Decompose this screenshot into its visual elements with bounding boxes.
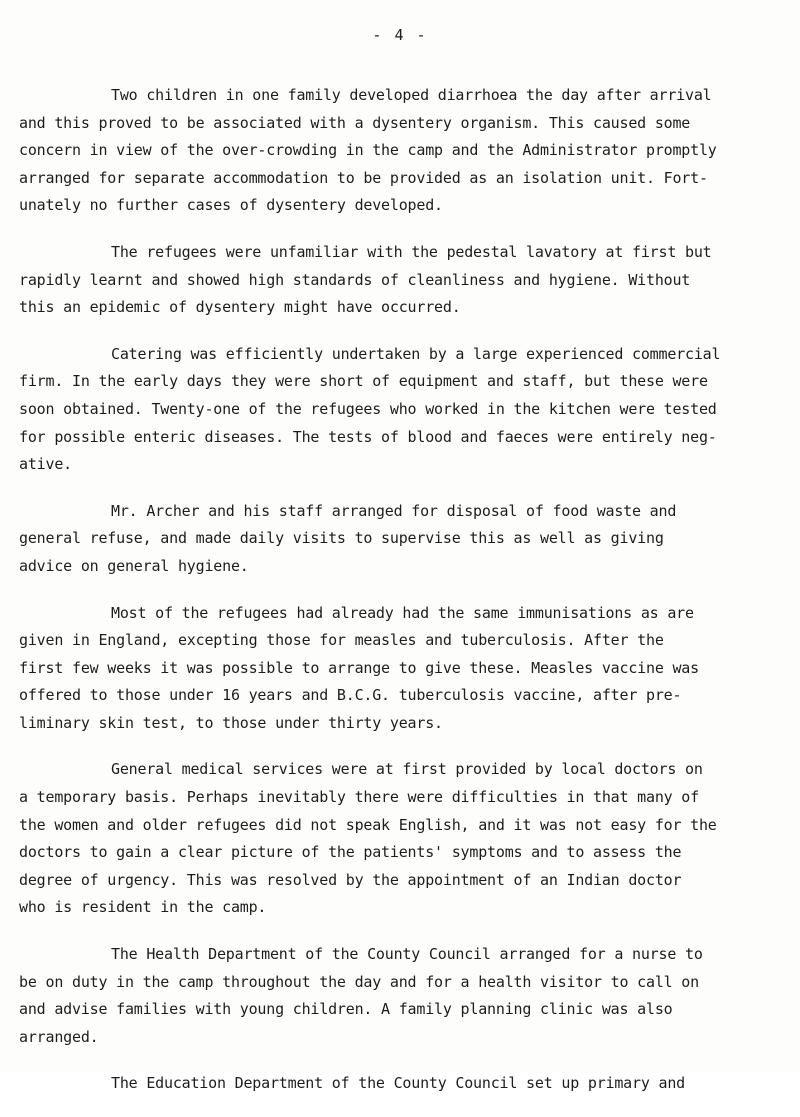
paragraph-1 xyxy=(19,82,781,220)
paragraph-6-rest: a temporary basis. Perhaps inevitably there were difficulties in that many of the women and older refugees did not speak English, and it was not easy for the doctors to gain a clear picture of the patients' symptoms and to assess the degree of urgency. This was resolved by the appointment of an Indian doctor who is resident in the camp. xyxy=(19,788,717,917)
paragraph-8-first-line: The Education Department of the County Council set up primary and xyxy=(111,1074,685,1093)
paragraph-3 xyxy=(19,341,781,479)
paragraph-3-rest: firm. In the early days they were short of equipment and staff, but these were soon obtained. Twenty-one of the refugees who worked in the kitchen were tested for possible enteric diseases. The tests of blood and faeces were entirely neg- ative. xyxy=(19,372,717,474)
paragraph-4 xyxy=(19,498,781,581)
paragraph-2 xyxy=(19,239,781,322)
paragraph-5-rest: given in England, excepting those for measles and tuberculosis. After the first few weeks it was possible to arrange to give these. Measles vaccine was offered to those under 16 years and B.C.G. tuberculosis vaccine, after pre- liminary skin test, to those under thirty years. xyxy=(19,631,699,732)
body-text xyxy=(19,82,781,1117)
paragraph-2-rest: rapidly learnt and showed high standards of cleanliness and hygiene. Without this an epidemic of dysentery might have occurred. xyxy=(19,270,691,317)
paragraph-5 xyxy=(19,600,781,738)
paragraph-4-first-line: Mr. Archer and his staff arranged for disposal of food waste and xyxy=(111,501,677,520)
paragraph-5-first-line: Most of the refugees had already had the same immunisations as are xyxy=(111,603,694,622)
paragraph-7-rest: be on duty in the camp throughout the day and for a health visitor to call on and advise families with young children. A family planning clinic was also arranged. xyxy=(19,972,699,1046)
paragraph-3-first-line: Catering was efficiently undertaken by a large experienced commercial xyxy=(111,344,721,363)
paragraph-8 xyxy=(19,1070,781,1098)
paragraph-2-first-line: The refugees were unfamiliar with the pedestal lavatory at first but xyxy=(111,242,712,261)
paragraph-7-first-line: The Health Department of the County Council arranged for a nurse to xyxy=(111,945,703,964)
paragraph-1-rest: and this proved to be associated with a dysentery organism. This caused some concern in view of the over-crowding in the camp and the Administrator promptly arranged for separate accommodation to be provided as an isolation unit. Fort- unately no further cases of dysentery developed. xyxy=(19,113,717,215)
paragraph-7 xyxy=(19,941,781,1051)
page-number: - 4 - xyxy=(372,26,428,44)
paragraph-6 xyxy=(19,756,781,922)
paragraph-4-rest: general refuse, and made daily visits to supervise this as well as giving advice on general hygiene. xyxy=(19,529,664,575)
paragraph-1-first-line: Two children in one family developed diarrhoea the day after arrival xyxy=(111,86,712,104)
paragraph-6-first-line: General medical services were at first provided by local doctors on xyxy=(111,760,703,779)
